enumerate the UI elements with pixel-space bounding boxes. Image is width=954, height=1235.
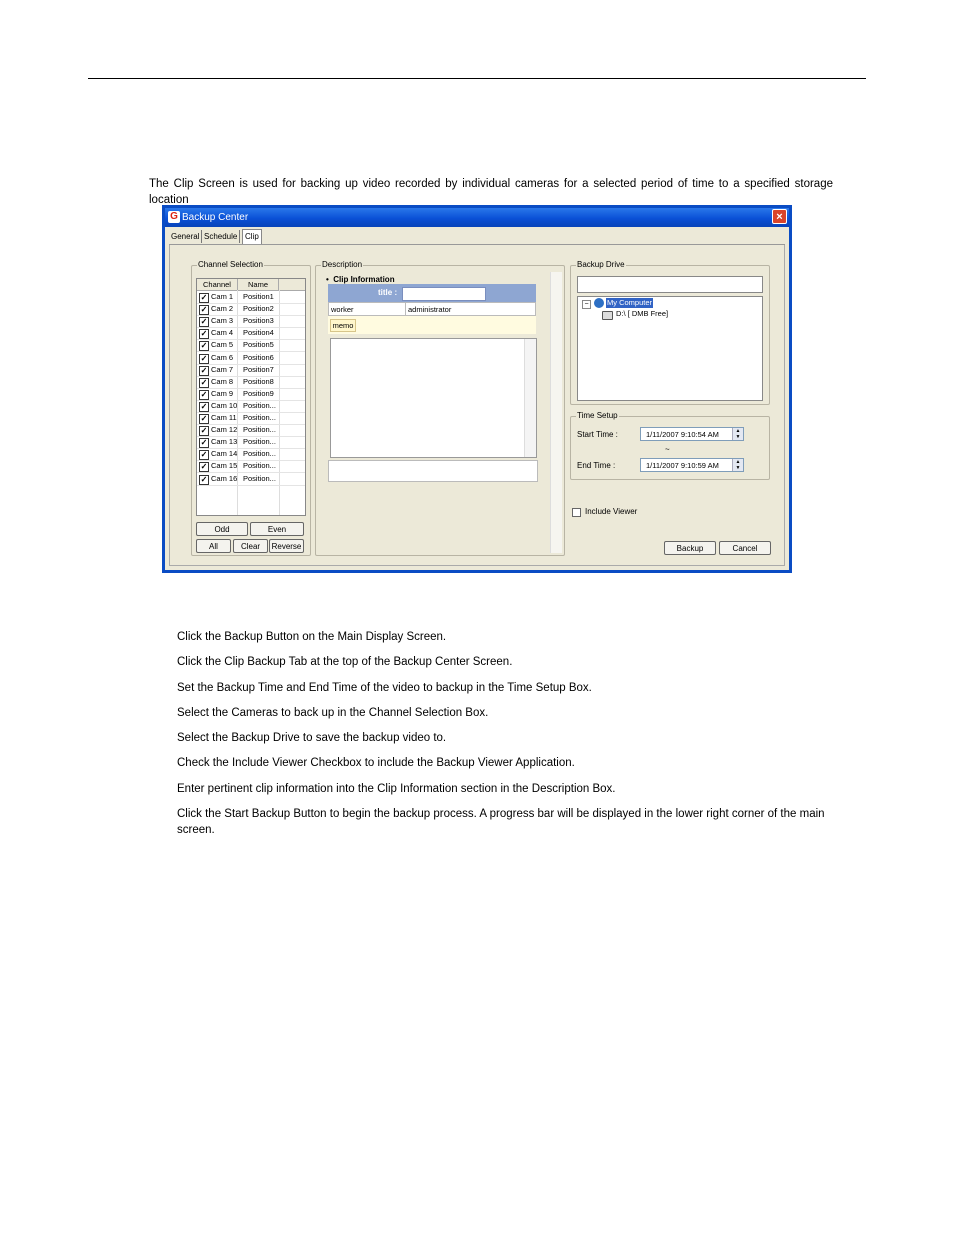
channel-name-label: Position...: [243, 400, 276, 410]
channel-checkbox[interactable]: ✓: [200, 365, 208, 375]
channel-row[interactable]: [197, 364, 305, 377]
channel-name-label: Position...: [243, 449, 276, 459]
channel-cam-label: Cam 5: [211, 340, 234, 350]
end-time-value: 1/11/2007 9:10:59 AM: [646, 461, 719, 470]
memo-label: memo: [330, 319, 356, 332]
channel-cam-label: Cam 16: [211, 473, 238, 483]
clear-button[interactable]: Clear: [233, 539, 268, 553]
channel-checkbox[interactable]: ✓: [200, 317, 208, 327]
channel-row[interactable]: [197, 291, 305, 304]
step-item: Set the Backup Time and End Time of the video to backup in the Time Setup Box.: [177, 681, 592, 694]
channel-list[interactable]: [196, 278, 306, 516]
channel-cam-label: Cam 2: [211, 304, 234, 314]
backup-drive-group: [570, 260, 770, 405]
computer-icon: [594, 298, 604, 308]
channel-cam-label: Cam 13: [211, 437, 238, 447]
title-row: [328, 284, 536, 302]
channel-row[interactable]: [197, 473, 305, 486]
channel-row[interactable]: [197, 412, 305, 425]
col-name[interactable]: Name: [238, 279, 279, 290]
channel-name-label: Position...: [243, 425, 276, 435]
end-time-spinner[interactable]: [732, 459, 743, 471]
channel-row[interactable]: [197, 448, 305, 461]
end-time-picker[interactable]: [640, 458, 744, 472]
worker-label: worker: [331, 305, 354, 314]
start-time-value: 1/11/2007 9:10:54 AM: [646, 430, 719, 439]
channel-checkbox[interactable]: ✓: [200, 293, 208, 302]
col-channel[interactable]: Channel: [197, 279, 238, 290]
channel-row[interactable]: [197, 303, 305, 316]
channel-row[interactable]: [197, 327, 305, 340]
channel-name-label: Position3: [243, 316, 274, 326]
channel-checkbox[interactable]: ✓: [200, 474, 208, 484]
range-tilde: ~: [665, 445, 670, 454]
channel-cam-label: Cam 6: [211, 352, 234, 362]
channel-name-label: Position...: [243, 461, 276, 471]
title-label: title :: [378, 288, 398, 297]
channel-row[interactable]: [197, 352, 305, 365]
worker-row: [328, 302, 536, 316]
channel-row[interactable]: [197, 460, 305, 473]
spin-up-icon[interactable]: ▲: [735, 459, 741, 465]
channel-cam-label: Cam 4: [211, 328, 234, 338]
tree-item-my-computer[interactable]: My Computer: [607, 298, 653, 307]
spin-down-icon[interactable]: ▼: [735, 465, 741, 471]
drive-icon: [602, 311, 613, 320]
step-item: Enter pertinent clip information into the Clip Information section in the Description Box.: [177, 782, 616, 795]
channel-checkbox[interactable]: ✓: [200, 414, 208, 423]
window-title: Backup Center: [182, 212, 249, 223]
channel-checkbox[interactable]: ✓: [200, 462, 208, 472]
memo-scrollbar[interactable]: [524, 339, 536, 457]
channel-row[interactable]: [197, 424, 305, 437]
channel-cam-label: Cam 14: [211, 449, 238, 459]
end-time-label: End Time :: [577, 461, 616, 470]
time-setup-group: [570, 411, 770, 480]
worker-value: administrator: [408, 305, 452, 314]
channel-row[interactable]: [197, 376, 305, 389]
channel-name-label: Position...: [243, 413, 276, 422]
tree-item-drive[interactable]: D:\ [ DMB Free]: [616, 309, 669, 318]
backup-center-window: [162, 205, 792, 573]
channel-selection-label: Channel Selection: [198, 260, 263, 269]
tree-collapse-icon[interactable]: −: [582, 300, 591, 309]
clip-tab-panel: [169, 245, 785, 566]
channel-selection-group: [191, 260, 311, 556]
channel-name-label: Position8: [243, 376, 274, 386]
title-input[interactable]: [402, 287, 486, 301]
channel-name-label: Position1: [243, 292, 274, 301]
step-item: Select the Cameras to back up in the Channel Selection Box.: [177, 706, 489, 719]
channel-name-label: Position2: [243, 304, 274, 314]
instruction-steps: [177, 629, 837, 847]
channel-checkbox[interactable]: ✓: [200, 389, 208, 399]
memo-row: [328, 316, 536, 334]
drive-path-field[interactable]: [577, 276, 763, 293]
channel-name-label: Position7: [243, 364, 274, 374]
spin-down-icon[interactable]: ▼: [735, 434, 741, 440]
channel-name-label: Position4: [243, 328, 274, 338]
channel-checkbox[interactable]: ✓: [200, 377, 208, 387]
channel-cam-label: Cam 10: [211, 400, 238, 410]
spin-up-icon[interactable]: ▲: [735, 428, 741, 434]
reverse-button[interactable]: Reverse: [269, 539, 304, 553]
channel-checkbox[interactable]: ✓: [200, 305, 208, 315]
clip-information-heading: • Clip Information: [326, 275, 395, 284]
channel-row[interactable]: [197, 339, 305, 352]
channel-checkbox[interactable]: ✓: [200, 438, 208, 448]
channel-checkbox[interactable]: ✓: [200, 426, 208, 436]
include-viewer-label: Include Viewer: [585, 507, 638, 516]
description-group: [315, 260, 565, 556]
channel-row[interactable]: [197, 315, 305, 328]
step-item: Click the Backup Button on the Main Display Screen.: [177, 631, 447, 643]
time-setup-label: Time Setup: [577, 411, 618, 420]
memo-textarea[interactable]: [330, 338, 537, 458]
channel-checkbox[interactable]: ✓: [200, 450, 208, 460]
even-button[interactable]: Even: [250, 522, 304, 536]
app-icon: G: [168, 211, 180, 223]
channel-cam-label: Cam 12: [211, 425, 238, 435]
tab-clip[interactable]: Clip: [242, 229, 262, 244]
memo-footer: [328, 460, 538, 482]
drive-tree[interactable]: [577, 296, 763, 401]
channel-name-label: Position6: [243, 352, 274, 362]
step-item: Select the Backup Drive to save the backup video to.: [177, 732, 447, 745]
start-time-picker[interactable]: [640, 427, 744, 441]
step-item: Click the Start Backup Button to begin the backup process. A progress bar will be displayed in the lower right corner of the main screen.: [177, 808, 825, 837]
window-client: [165, 227, 789, 570]
worker-divider: [405, 303, 406, 315]
step-item: Click the Clip Backup Tab at the top of the Backup Center Screen.: [177, 656, 513, 669]
channel-cam-label: Cam 8: [211, 376, 234, 386]
channel-cam-label: Cam 1: [211, 292, 234, 301]
odd-button[interactable]: Odd: [196, 522, 248, 536]
backup-button[interactable]: Backup: [664, 541, 716, 555]
channel-cam-label: Cam 3: [211, 316, 234, 326]
channel-cam-label: Cam 7: [211, 364, 234, 374]
backup-drive-label: Backup Drive: [577, 260, 625, 269]
channel-list-header: [197, 279, 305, 291]
channel-name-label: Position5: [243, 340, 274, 350]
channel-row[interactable]: [197, 436, 305, 449]
tab-general[interactable]: General: [169, 230, 202, 243]
channel-name-label: Position9: [243, 388, 274, 398]
title-bar[interactable]: [165, 208, 789, 227]
all-button[interactable]: All: [196, 539, 231, 553]
start-time-label: Start Time :: [577, 430, 618, 439]
channel-checkbox[interactable]: ✓: [200, 329, 208, 339]
intro-paragraph: The Clip Screen is used for backing up video recorded by individual cameras for a selected period of time to a specified storage location: [149, 177, 833, 206]
channel-checkbox[interactable]: ✓: [200, 401, 208, 411]
channel-checkbox[interactable]: ✓: [200, 353, 208, 363]
channel-cam-label: Cam 9: [211, 388, 234, 398]
description-scrollbar[interactable]: [550, 272, 562, 553]
channel-row[interactable]: [197, 400, 305, 413]
channel-name-label: Position...: [243, 473, 276, 483]
cancel-button[interactable]: Cancel: [719, 541, 771, 555]
include-viewer-checkbox[interactable]: [572, 508, 581, 517]
header-rule: [88, 78, 866, 79]
channel-name-label: Position...: [243, 437, 276, 447]
channel-cam-label: Cam 15: [211, 461, 238, 471]
clip-information-label: Clip Information: [333, 275, 395, 284]
channel-row[interactable]: [197, 388, 305, 401]
start-time-spinner[interactable]: [732, 428, 743, 440]
channel-cam-label: Cam 11: [211, 413, 237, 422]
tab-schedule[interactable]: Schedule: [202, 230, 240, 243]
step-item: Check the Include Viewer Checkbox to include the Backup Viewer Application.: [177, 757, 575, 770]
channel-checkbox[interactable]: ✓: [200, 341, 208, 351]
close-icon[interactable]: ×: [772, 209, 787, 224]
description-label: Description: [322, 260, 363, 269]
